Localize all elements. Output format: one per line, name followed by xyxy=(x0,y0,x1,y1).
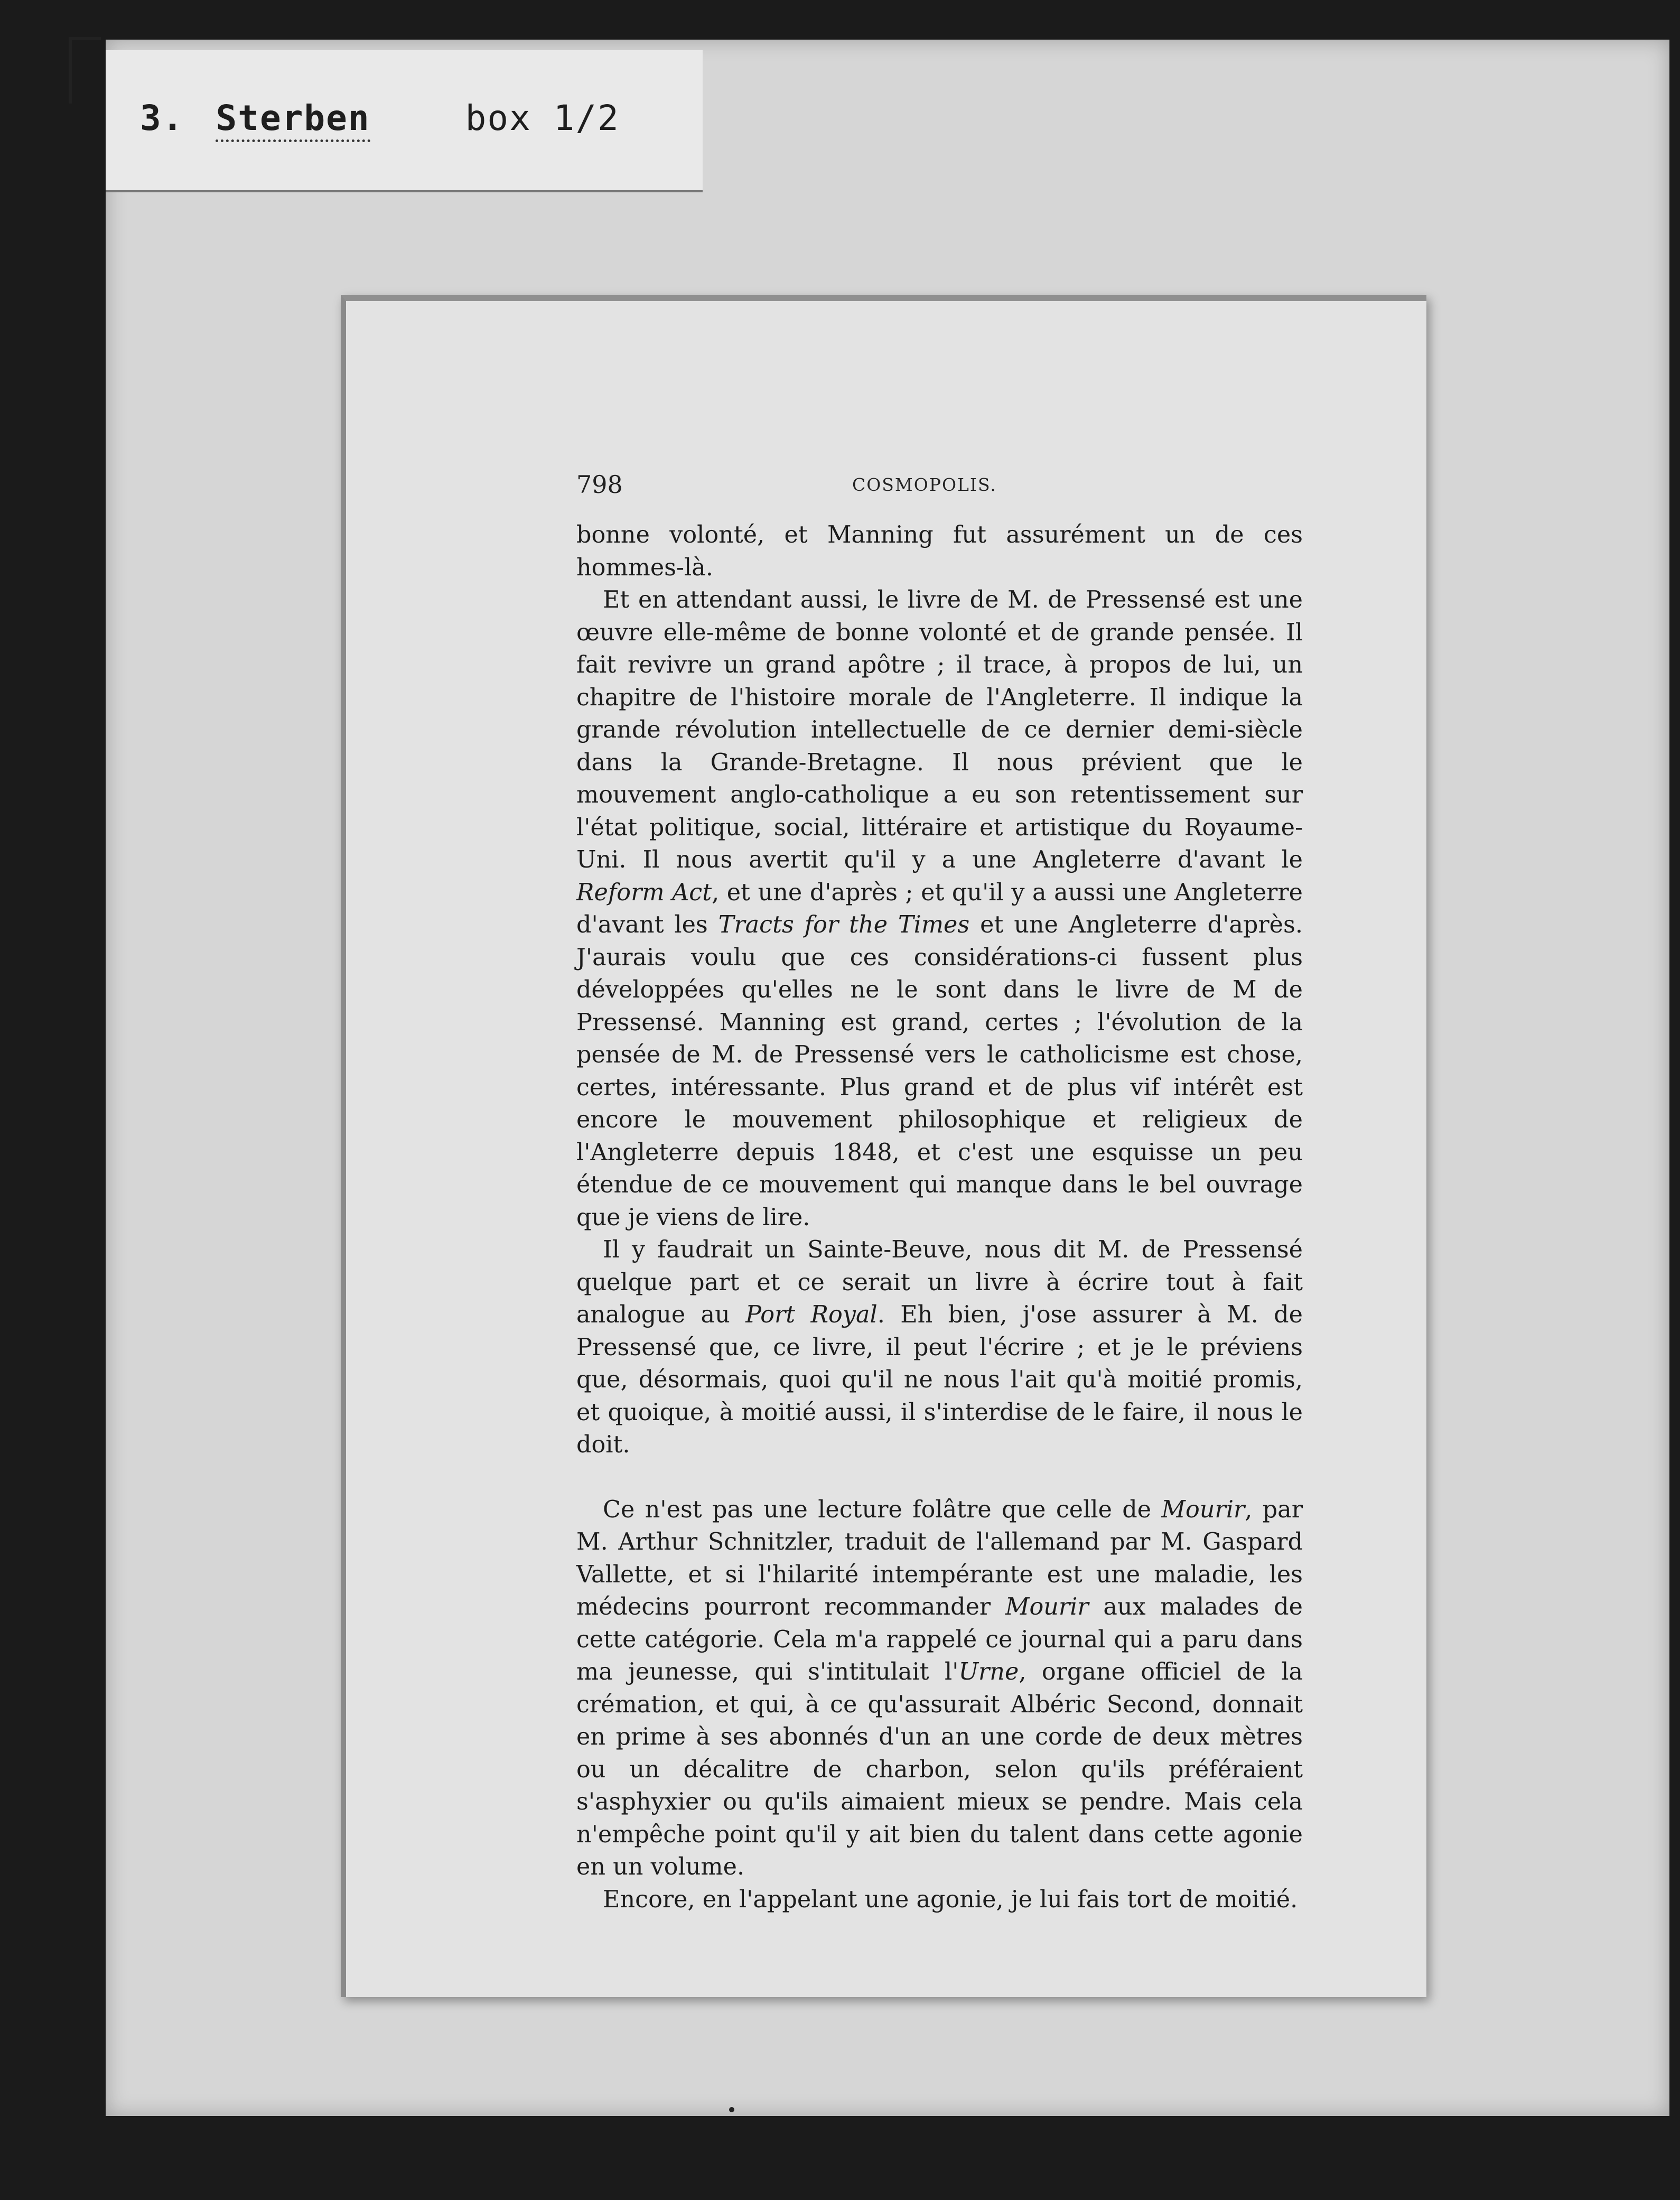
archive-label xyxy=(106,50,703,192)
page-body xyxy=(576,519,1303,1916)
paragraph-3-text-b: . Eh bien, j'ose assurer à M. de Pressensé que, ce livre, il peut l'écrire ; et je le préviens que, désormais, quoi qu'il ne nous l'ait qu'à moitié promis, et quoique, à moitié aussi, il s'interdise de le faire, il nous le doit. xyxy=(576,1301,1303,1458)
label-number: 3. xyxy=(140,98,184,138)
paragraph-5: Encore, en l'appelant une agonie, je lui fais tort de moitié. xyxy=(603,1886,1298,1913)
archive-label-text xyxy=(140,98,620,138)
paragraph-4 xyxy=(576,1494,1303,1884)
paragraph-4-text-c: aux malades de cette catégorie. Cela m'a rappelé ce journal qui a paru dans ma jeunesse, qui s'intitulait l' xyxy=(576,1593,1303,1685)
paragraph-4-text-a: Ce n'est pas une lecture folâtre que celle de xyxy=(603,1496,1162,1523)
title-urne: Urne xyxy=(958,1658,1019,1685)
title-port-royal: Port Royal xyxy=(745,1301,878,1328)
journal-page xyxy=(341,295,1426,1997)
paragraph-2 xyxy=(576,584,1303,1234)
title-tracts-for-the-times: Tracts for the Times xyxy=(718,911,970,938)
corner-crop-mark xyxy=(69,37,101,104)
label-box: box 1/2 xyxy=(465,98,620,138)
paragraph-2-text-c: et une Angleterre d'après. J'aurais voulu que ces considérations-ci fussent plus développées qu'elles ne le sont dans le livre de M de Pressensé. Manning est grand, certes ; l'évolution de la pensée de M. de Pressensé vers le catholicisme est chose, certes, intéressante. Plus grand et de plus vif intérêt est encore le mouvement philosophique et religieux de l'Angleterre depuis 1848, et c'est une esquisse un peu étendue de ce mouvement qui manque dans le bel ouvrage que je viens de lire. xyxy=(576,911,1303,1231)
title-mourir-1: Mourir xyxy=(1161,1496,1245,1523)
paragraph-1: bonne volonté, et Manning fut assurément un de ces hommes-là. xyxy=(576,521,1303,581)
title-reform-act: Reform Act xyxy=(576,879,712,906)
paragraph-4-text-d: , organe officiel de la crémation, et qui, à ce qu'assurait Albéric Second, donnait en prime à ses abonnés d'un an une corde de deux mètres ou un décalitre de charbon, selon qu'ils préféraient s'asphyxier ou qu'ils aimaient mieux se pendre. Mais cela n'empêche point qu'il y ait bien du talent dans cette agonie en un volume. xyxy=(576,1658,1303,1880)
scan-speck xyxy=(729,2107,734,2112)
paragraph-2-text-b: , et une d'après ; et qu'il y a aussi une Angleterre d'avant les xyxy=(576,879,1303,938)
running-head: COSMOPOLIS. xyxy=(852,474,997,495)
paragraph-3-text-a: Il y faudrait un Sainte-Beuve, nous dit M. de Pressensé quelque part et ce serait un livre à écrire tout à fait analogue au xyxy=(576,1236,1303,1328)
page-header xyxy=(576,470,1300,507)
paragraph-2-text-a: Et en attendant aussi, le livre de M. de Pressensé est une œuvre elle-même de bonne volonté et de grande pensée. Il fait revivre un grand apôtre ; il trace, à propos de lui, un chapitre de l'histoire morale de l'Angleterre. Il indique la grande révolution intellectuelle de ce dernier demi-siècle dans la Grande-Bretagne. Il nous prévient que le mouvement anglo-catholique a eu son retentissement sur l'état politique, social, littéraire et artistique du Royaume-Uni. Il nous avertit qu'il y a une Angleterre d'avant le xyxy=(576,586,1303,873)
paragraph-4-text-b: , par M. Arthur Schnitzler, traduit de l'allemand par M. Gaspard Vallette, et si l'hilarité intempérante est une maladie, les médecins pourront recommander xyxy=(576,1496,1303,1620)
label-title: Sterben xyxy=(216,98,370,142)
page-number: 798 xyxy=(576,470,623,499)
paragraph-3 xyxy=(576,1234,1303,1461)
title-mourir-2: Mourir xyxy=(1005,1593,1089,1620)
